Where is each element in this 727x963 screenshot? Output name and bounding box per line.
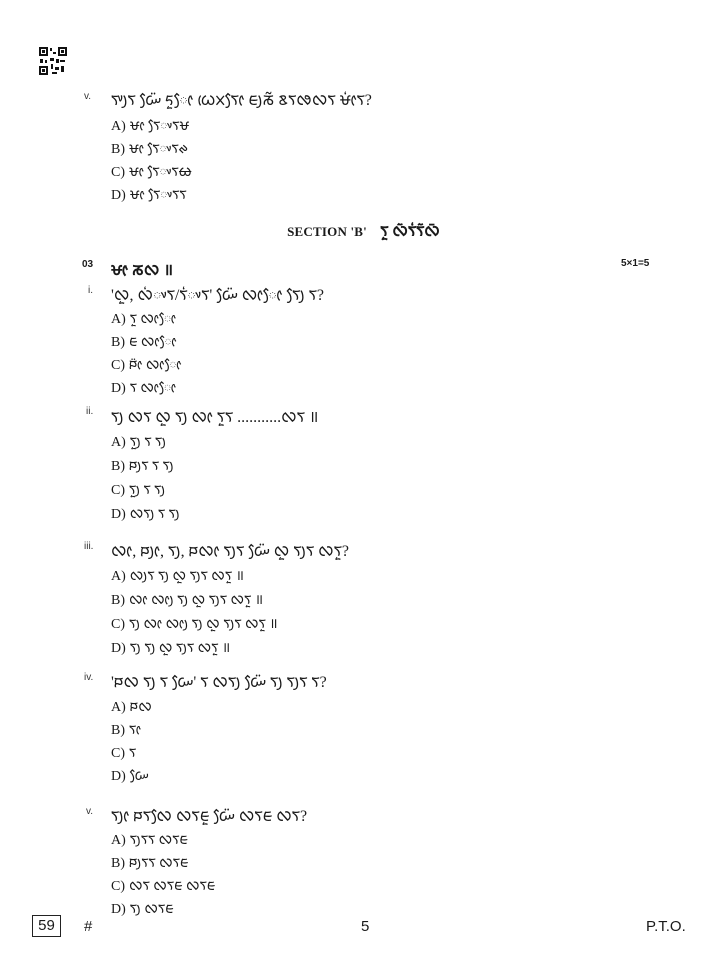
question-group-number: 03 — [82, 259, 94, 270]
option-c — [111, 876, 215, 897]
option-text: ᰛᰦ — [129, 723, 142, 738]
option-label: D) — [111, 769, 126, 784]
option-text: ᰜᰛ ᰜᰛᰀ ᰜᰛᰀ — [129, 879, 216, 894]
option-label: B) — [111, 856, 125, 871]
option-d — [111, 185, 186, 206]
option-text: ᰜᰛᰪ ᰛ ᰛᰪ — [129, 507, 180, 522]
option-text: ᰝᰦ ᰛᰧᰤᰛᰄ — [129, 165, 192, 180]
section-heading — [0, 220, 727, 244]
option-text: ᰛᰬ ᰜᰦᰧᰦ — [129, 312, 177, 327]
question-text: ᰛᰪᰦ ᰐᰛᰜᰧ ᰜᰛᰀᰬ ᰠᰧᰮ ᰜᰛᰀ ᰜᰛ? — [111, 808, 308, 825]
marks-label: 5×1=5 — [621, 258, 650, 269]
option-text: ᰛᰪ ᰜᰛᰀ — [129, 902, 174, 917]
option-c — [111, 162, 192, 183]
option-label: B) — [111, 459, 125, 474]
option-d — [111, 638, 230, 659]
question-number: ii. — [86, 406, 94, 417]
option-text: ᰜᰦ ᰜᰦᰪ ᰛᰪ ᰜᰬ ᰛᰪᰛ ᰜᰛᰬ ॥ — [129, 593, 264, 608]
option-text: ᰝᰦ ᰛᰧᰤᰛᰝ — [129, 119, 190, 134]
option-label: A) — [111, 435, 126, 450]
option-text: ᰐᰜ — [129, 700, 152, 715]
option-text: ᰛᰪᰛᰛ ᰜᰛᰀ — [129, 833, 188, 848]
option-label: A) — [111, 312, 126, 327]
option-text: ᰛ ᰜᰦᰧᰦ — [129, 381, 177, 396]
option-text: ᰛᰬᰪ ᰛ ᰛᰪ — [129, 483, 166, 498]
option-text: ᰛ — [129, 746, 137, 761]
option-b — [111, 853, 188, 874]
option-b — [111, 139, 188, 160]
question-number: v. — [86, 806, 94, 817]
option-label: D) — [111, 507, 126, 522]
option-label: C) — [111, 358, 125, 373]
option-text: ᰐᰪᰛ ᰛ ᰛᰪ — [129, 459, 174, 474]
option-text: ᰠᰧ — [129, 769, 149, 784]
option-c — [111, 355, 182, 376]
option-label: C) — [111, 165, 125, 180]
option-label: B) — [111, 335, 125, 350]
option-b — [111, 590, 263, 611]
option-label: C) — [111, 617, 125, 632]
question-text: ᰛᰤᰪᰛ ᰠᰧᰮ ᰁᰬᰧᰦ ᰃᰨᰞᰛᰧᰦ ᰀᰪᰕᰲ ᰣᰛᰒᰜᰛ ᰝᰦᰭᰛ? — [111, 92, 372, 109]
option-label: B) — [111, 723, 125, 738]
question-text: ᰜᰦ, ᰐᰪᰦ, ᰛᰪ, ᰐᰜᰦ ᰛᰪᰛ ᰠᰧᰮ ᰜᰬ ᰛᰪᰛ ᰜᰛᰬ? — [111, 543, 349, 560]
option-text: ᰛᰬᰪ ᰛ ᰛᰪ — [129, 435, 166, 450]
option-a — [111, 830, 188, 851]
section-title-lepcha: ᰛᰬ ᰜᰶᰛᰭᰛᰶᰜᰳ — [380, 223, 440, 240]
question-number: iv. — [84, 672, 94, 683]
option-text: ᰐᰦᰮ ᰜᰦᰧᰦ — [129, 358, 182, 373]
option-text: ᰝᰦ ᰛᰧᰤᰛᰛ — [129, 188, 187, 203]
page-number: 5 — [361, 918, 370, 935]
option-label: C) — [111, 879, 125, 894]
question-number: v. — [84, 91, 92, 102]
option-d — [111, 378, 176, 399]
option-text: ᰛᰪ ᰜᰦ ᰜᰦᰪ ᰛᰪ ᰜᰬ ᰛᰪᰛ ᰜᰛᰬ ॥ — [129, 617, 278, 632]
question-group-title: ᰝᰦ ᰕᰜ ॥ — [111, 262, 174, 279]
option-text: ᰜᰪᰛ ᰛᰪ ᰜᰬ ᰛᰪᰛ ᰜᰛᰬ ॥ — [129, 569, 244, 584]
option-label: D) — [111, 641, 126, 656]
option-text: ᰝᰦ ᰛᰧᰤᰛᰊ — [129, 142, 188, 157]
option-label: D) — [111, 188, 126, 203]
option-text: ᰐᰪᰛᰛ ᰜᰛᰀ — [129, 856, 189, 871]
option-label: D) — [111, 902, 126, 917]
option-c — [111, 614, 278, 635]
option-label: B) — [111, 593, 125, 608]
option-label: D) — [111, 381, 126, 396]
footer-hash: # — [84, 918, 93, 935]
option-d — [111, 504, 180, 525]
qr-code-icon — [38, 46, 68, 76]
option-a — [111, 566, 244, 587]
pto-label: P.T.O. — [646, 918, 686, 935]
option-a — [111, 116, 189, 137]
option-b — [111, 720, 141, 741]
option-a — [111, 432, 166, 453]
option-a — [111, 697, 152, 718]
option-label: C) — [111, 483, 125, 498]
question-number: iii. — [84, 541, 94, 552]
option-label: B) — [111, 142, 125, 157]
option-d — [111, 899, 174, 920]
option-c — [111, 743, 136, 764]
option-a — [111, 309, 176, 330]
paper-code: 59 — [32, 915, 61, 937]
section-title: SECTION 'B' — [287, 224, 367, 239]
option-text: ᰛᰪ ᰛᰪ ᰜᰬ ᰛᰪᰛ ᰜᰛᰬ ॥ — [129, 641, 231, 656]
question-text: ᰛᰪ ᰜᰛ ᰜᰬ ᰛᰪ ᰜᰦ ᰛᰬᰛ ...........ᰜᰛ ॥ — [111, 409, 319, 426]
option-label: C) — [111, 746, 125, 761]
option-c — [111, 480, 165, 501]
question-text: 'ᰜᰬ, ᰜᰭᰤᰛ/ᰛᰭᰤᰛ' ᰠᰧᰮ ᰜᰦᰧᰦ ᰛᰧᰪ ᰛ? — [111, 287, 324, 304]
option-label: A) — [111, 700, 126, 715]
question-number: i. — [88, 285, 93, 296]
option-label: A) — [111, 119, 126, 134]
option-label: A) — [111, 569, 126, 584]
option-d — [111, 766, 149, 787]
option-b — [111, 456, 174, 477]
option-text: ᰀ ᰜᰦᰧᰦ — [129, 335, 177, 350]
option-label: A) — [111, 833, 126, 848]
question-text: 'ᰐᰜ ᰛᰪ ᰛ ᰠᰧ' ᰛ ᰜᰛᰪ ᰠᰧᰮ ᰛᰪ ᰛᰪᰛ ᰛ? — [111, 674, 327, 691]
option-b — [111, 332, 177, 353]
